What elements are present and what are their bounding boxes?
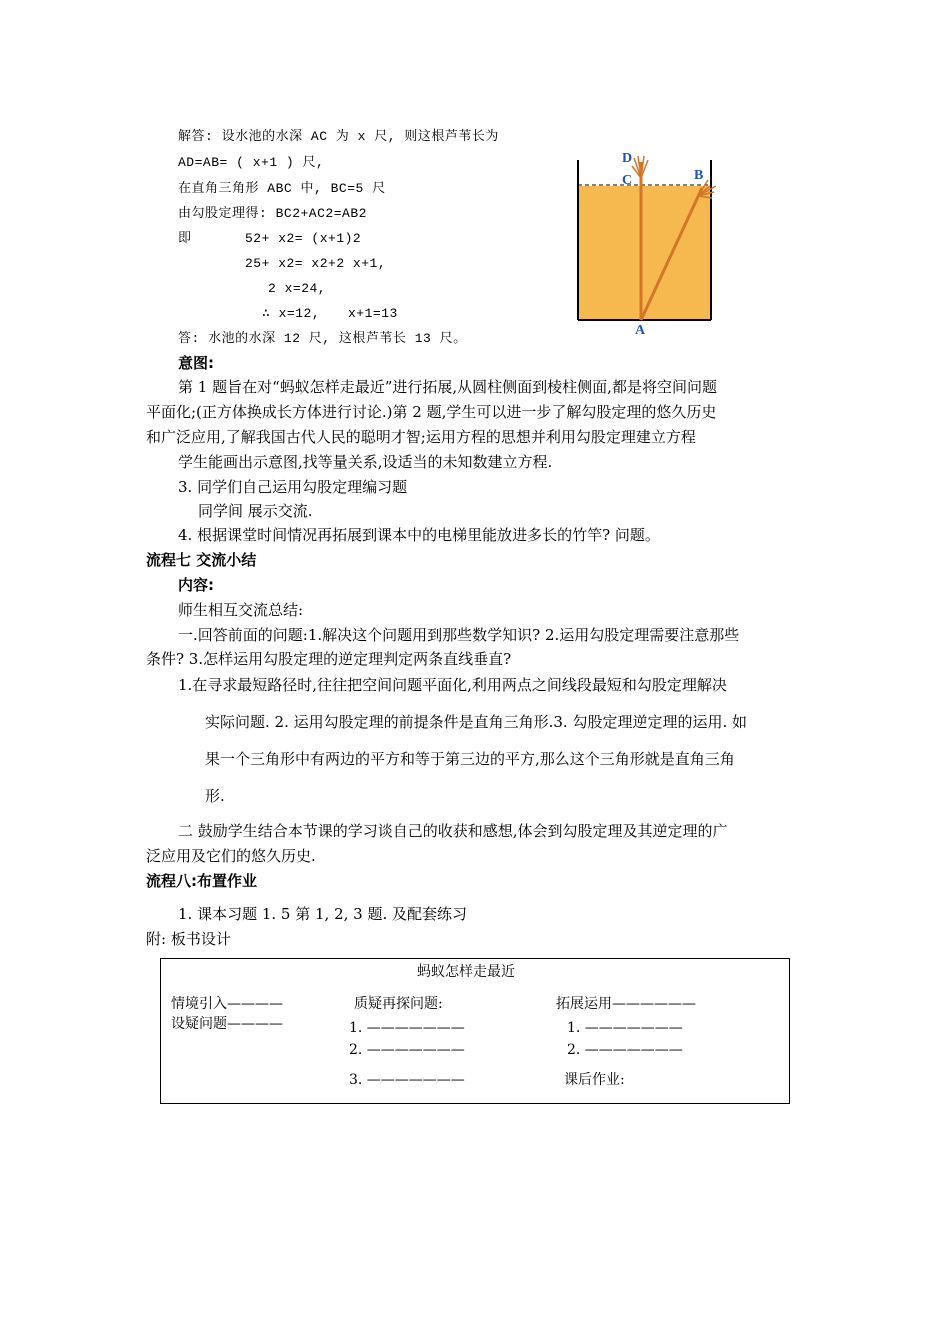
section8-line-2: 附: 板书设计 xyxy=(146,930,231,948)
solution-line-8b: x+1=13 xyxy=(348,306,398,321)
section7-line-4: 1.在寻求最短路径时,往往把空间问题平面化,利用两点之间线段最短和勾股定理解决 xyxy=(178,676,727,694)
section8-heading: 流程八:布置作业 xyxy=(146,872,257,890)
solution-line-5-prefix: 即 xyxy=(178,231,192,246)
board-col3-row4: 课后作业: xyxy=(564,1072,625,1088)
section7-line-1: 师生相互交流总结: xyxy=(178,601,304,619)
solution-line-4: 由勾股定理得: BC2+AC2=AB2 xyxy=(178,206,367,221)
section7-line-5: 实际问题. 2. 运用勾股定理的前提条件是直角三角形.3. 勾股定理逆定理的运用. 如 xyxy=(205,713,748,731)
label-c: C xyxy=(622,173,633,188)
section7-line-2: 一.回答前面的问题:1.解决这个问题用到那些数学知识? 2.运用勾股定理需要注意那些 xyxy=(178,626,740,644)
solution-line-1: 解答: 设水池的水深 AC 为 x 尺, 则这根芦苇长为 xyxy=(178,129,499,144)
pool-water xyxy=(578,186,711,320)
intent-heading: 意图: xyxy=(178,354,214,372)
solution-line-2: AD=AB= ( x+1 ) 尺, xyxy=(178,155,325,170)
section8-line-1: 1. 课本习题 1. 5 第 1, 2, 3 题. 及配套练习 xyxy=(178,905,468,923)
section7-content-label: 内容: xyxy=(178,576,214,594)
reed-top-leaves xyxy=(632,156,648,178)
section7-line-7: 形. xyxy=(205,787,225,805)
section7-heading: 流程七 交流小结 xyxy=(146,551,257,569)
label-b: B xyxy=(694,168,704,183)
intent-line-2: 平面化;(正方体换成长方体进行讨论.)第 2 题,学生可以进一步了解勾股定理的悠久历史 xyxy=(146,403,717,421)
board-col2-row1: 质疑再探问题: xyxy=(354,996,443,1012)
section7-line-9: 泛应用及它们的悠久历史. xyxy=(146,847,316,865)
board-col1-row2: 设疑问题———— xyxy=(171,1016,283,1032)
label-a: A xyxy=(635,323,646,338)
intent-line-4: 学生能画出示意图,找等量关系,设适当的未知数建立方程. xyxy=(178,453,553,471)
board-col2-row4: 3. ——————— xyxy=(349,1072,465,1088)
intent-line-7: 4. 根据课堂时间情况再拓展到课本中的电梯里能放进多长的竹竿? 问题。 xyxy=(178,526,660,544)
section7-line-6: 果一个三角形中有两边的平方和等于第三边的平方,那么这个三角形就是直角三角 xyxy=(205,750,735,768)
label-d: D xyxy=(622,151,633,166)
section7-line-8: 二 鼓励学生结合本节课的学习谈自己的收获和感想,体会到勾股定理及其逆定理的广 xyxy=(178,822,728,840)
board-col2-row3: 2. ——————— xyxy=(349,1042,465,1058)
solution-line-8a: ∴ x=12, xyxy=(262,306,321,321)
board-col3-row1: 拓展运用—————— xyxy=(556,996,696,1012)
intent-line-1: 第 1 题旨在对“蚂蚁怎样走最近”进行拓展,从圆柱侧面到棱柱侧面,都是将空间问题 xyxy=(178,378,717,396)
board-title: 蚂蚁怎样走最近 xyxy=(417,964,515,980)
section7-line-3: 条件? 3.怎样运用勾股定理的逆定理判定两条直线垂直? xyxy=(146,650,512,668)
board-col3-row2: 1. ——————— xyxy=(567,1020,683,1036)
solution-line-5-equation: 52+ x2= (x+1)2 xyxy=(245,231,362,246)
board-col1-row1: 情境引入———— xyxy=(171,996,283,1012)
intent-line-3: 和广泛应用,了解我国古代人民的聪明才智;运用方程的思想并利用勾股定理建立方程 xyxy=(146,428,696,446)
intent-line-5: 3. 同学们自己运用勾股定理编习题 xyxy=(178,478,408,496)
intent-line-6: 同学间 展示交流. xyxy=(198,502,313,520)
solution-line-7: 2 x=24, xyxy=(268,281,327,296)
solution-line-6: 25+ x2= x2+2 x+1, xyxy=(245,256,387,271)
solution-answer: 答: 水池的水深 12 尺, 这根芦苇长 13 尺。 xyxy=(178,331,467,346)
board-col3-row3: 2. ——————— xyxy=(567,1042,683,1058)
board-design-box xyxy=(160,958,790,1104)
pool-reed-diagram xyxy=(570,148,720,338)
solution-line-3: 在直角三角形 ABC 中, BC=5 尺 xyxy=(178,181,386,196)
board-col2-row2: 1. ——————— xyxy=(349,1020,465,1036)
